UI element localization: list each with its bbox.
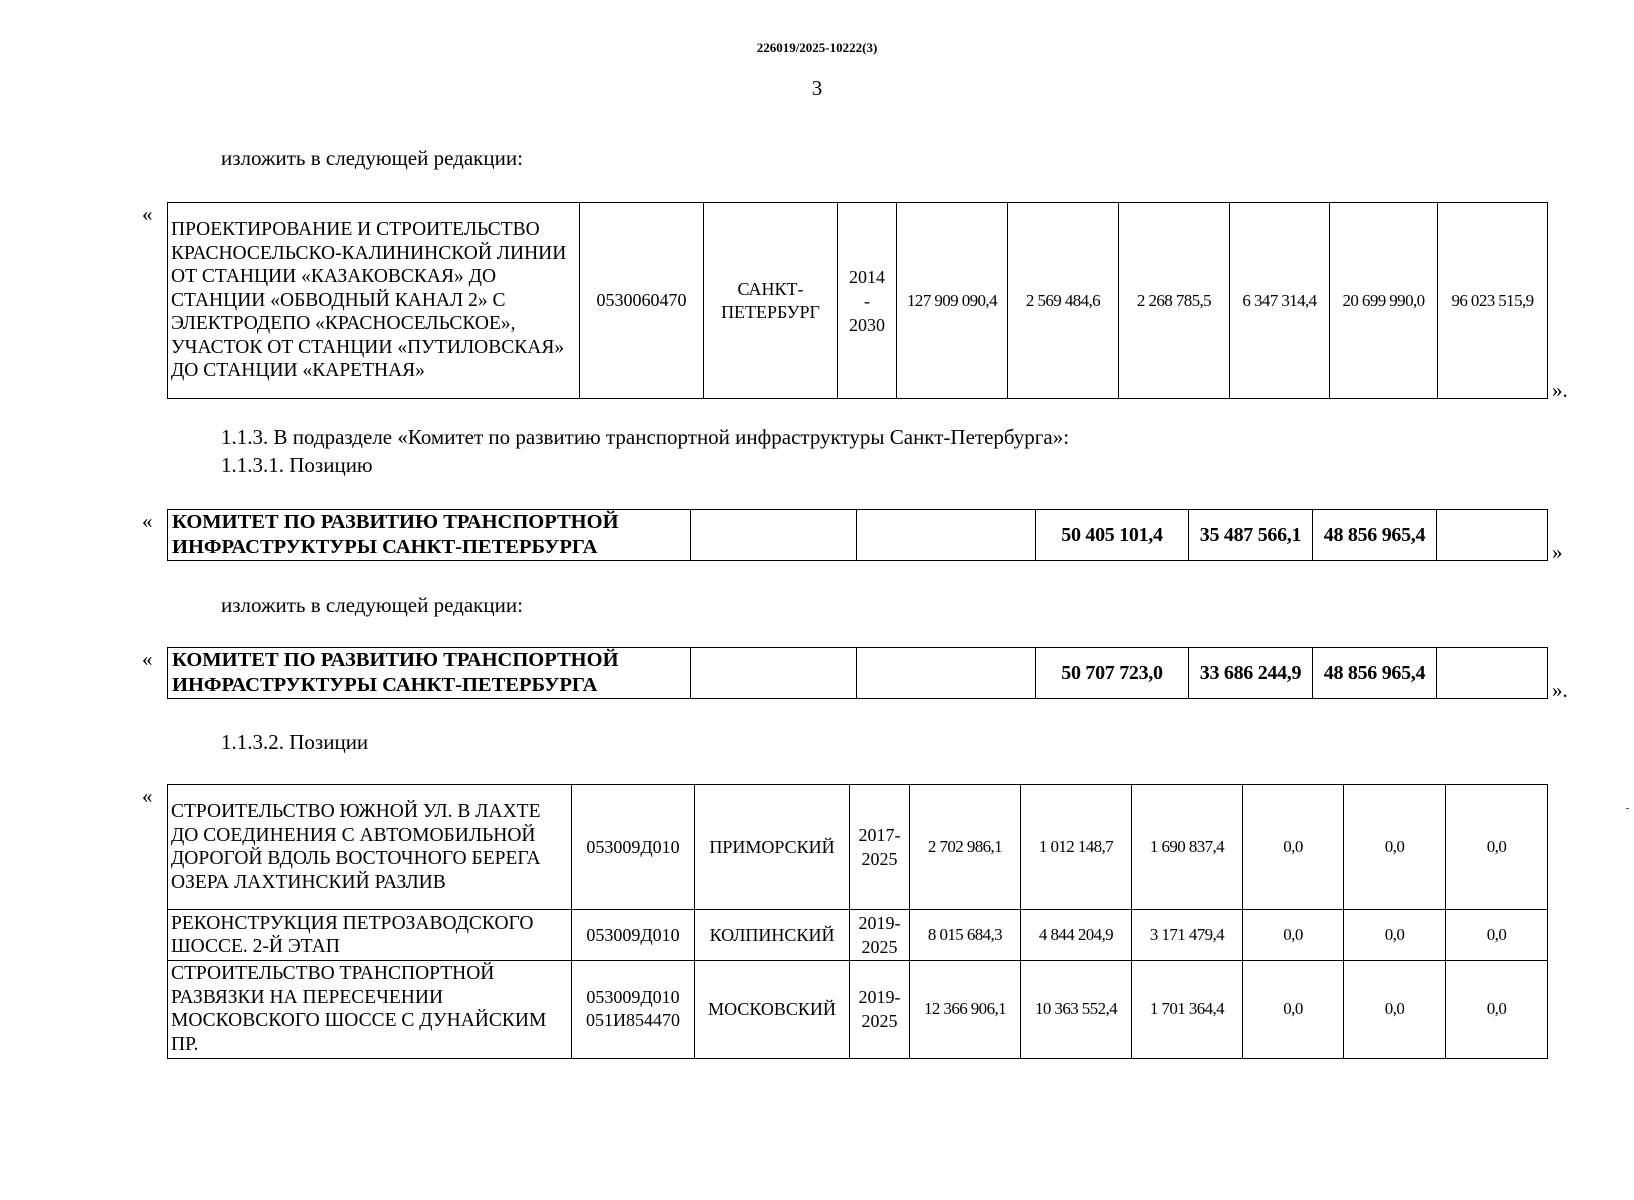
value-cell: 0,0 [1243, 910, 1344, 960]
years-cell [850, 910, 910, 960]
value-cell: 20 699 990,0 [1330, 203, 1438, 399]
empty-cell [691, 510, 857, 561]
empty-cell [1437, 510, 1548, 561]
table-row [168, 648, 1548, 699]
year-start: 2017- [858, 825, 901, 846]
code-cell: 0530060470 [580, 203, 704, 399]
table-row [168, 203, 1548, 399]
open-quote: « [142, 202, 153, 226]
value-cell: 48 856 965,4 [1313, 510, 1437, 561]
table-row [168, 510, 1548, 561]
empty-cell [691, 648, 857, 699]
years-cell [850, 960, 910, 1058]
table-row [168, 910, 1548, 960]
open-quote: « [142, 784, 153, 808]
year-start: 2019- [858, 913, 901, 934]
years-cell [838, 203, 897, 399]
project-name-cell: СТРОИТЕЛЬСТВО ЮЖНОЙ УЛ. В ЛАХТЕ ДО СОЕДИНЕНИЯ С АВТОМОБИЛЬНОЙ ДОРОГОЙ ВДОЛЬ ВОСТОЧНОГО БЕРЕГА ОЗЕРА ЛАХТИНСКИЙ РАЗЛИВ [168, 785, 572, 910]
code-cell [572, 960, 695, 1058]
district-cell: КОЛПИНСКИЙ [695, 910, 850, 960]
year-end: 2025 [861, 1011, 898, 1032]
document-number: 226019/2025-10222(3) [756, 40, 878, 55]
metro-project-table [167, 202, 1548, 399]
scan-speck [1626, 808, 1629, 809]
empty-cell [857, 648, 1036, 699]
value-cell: 10 363 552,4 [1021, 960, 1132, 1058]
value-cell: 6 347 314,4 [1230, 203, 1330, 399]
value-cell: 33 686 244,9 [1189, 648, 1313, 699]
close-quote: » [1552, 540, 1563, 564]
code-primary: 053009Д010 [586, 987, 680, 1008]
value-cell: 0,0 [1446, 960, 1548, 1058]
value-cell: 35 487 566,1 [1189, 510, 1313, 561]
years-cell [850, 785, 910, 910]
table-row [168, 960, 1548, 1058]
value-cell: 1 012 148,7 [1021, 785, 1132, 910]
value-cell: 1 701 364,4 [1132, 960, 1243, 1058]
value-cell: 0,0 [1344, 910, 1446, 960]
value-cell: 2 569 484,6 [1008, 203, 1119, 399]
project-name-cell: СТРОИТЕЛЬСТВО ТРАНСПОРТНОЙ РАЗВЯЗКИ НА ПЕРЕСЕЧЕНИИ МОСКОВСКОГО ШОССЕ С ДУНАЙСКИМ ПР. [168, 960, 572, 1058]
paragraph-edit-instruction: изложить в следующей редакции: [221, 146, 523, 170]
value-cell: 1 690 837,4 [1132, 785, 1243, 910]
year-start: 2019- [858, 987, 901, 1008]
code-cell: 053009Д010 [572, 785, 695, 910]
value-cell: 50 707 723,0 [1036, 648, 1189, 699]
open-quote: « [142, 647, 153, 671]
year-dash: - [864, 290, 870, 311]
committee-old-table [167, 509, 1548, 561]
value-cell: 0,0 [1344, 785, 1446, 910]
close-quote: ». [1552, 378, 1568, 402]
year-end: 2025 [861, 937, 898, 958]
value-cell: 127 909 090,4 [897, 203, 1008, 399]
close-quote: ». [1552, 678, 1568, 702]
code-cell: 053009Д010 [572, 910, 695, 960]
value-cell: 0,0 [1446, 785, 1548, 910]
paragraph-1-1-3: 1.1.3. В подразделе «Комитет по развитию транспортной инфраструктуры Санкт-Петербурга»: [221, 425, 1070, 449]
value-cell: 4 844 204,9 [1021, 910, 1132, 960]
open-quote: « [142, 509, 153, 533]
paragraph-1-1-3-2: 1.1.3.2. Позиции [221, 730, 369, 754]
code-secondary: 051И854470 [586, 1010, 680, 1031]
empty-cell [857, 510, 1036, 561]
value-cell: 0,0 [1446, 910, 1548, 960]
value-cell: 50 405 101,4 [1036, 510, 1189, 561]
value-cell: 3 171 479,4 [1132, 910, 1243, 960]
value-cell: 0,0 [1243, 960, 1344, 1058]
district-cell: МОСКОВСКИЙ [695, 960, 850, 1058]
year-end: 2030 [849, 314, 885, 335]
district-cell: САНКТ-ПЕТЕРБУРГ [704, 203, 838, 399]
paragraph-1-1-3-1: 1.1.3.1. Позицию [221, 453, 373, 477]
value-cell: 2 268 785,5 [1119, 203, 1230, 399]
year-end: 2025 [861, 849, 898, 870]
committee-new-table [167, 647, 1548, 699]
value-cell: 12 366 906,1 [910, 960, 1021, 1058]
district-cell: ПРИМОРСКИЙ [695, 785, 850, 910]
page-number: 3 [811, 76, 823, 100]
value-cell: 2 702 986,1 [910, 785, 1021, 910]
committee-name-cell: КОМИТЕТ ПО РАЗВИТИЮ ТРАНСПОРТНОЙ ИНФРАСТРУКТУРЫ САНКТ-ПЕТЕРБУРГА [168, 648, 691, 699]
committee-name-cell: КОМИТЕТ ПО РАЗВИТИЮ ТРАНСПОРТНОЙ ИНФРАСТРУКТУРЫ САНКТ-ПЕТЕРБУРГА [168, 510, 691, 561]
roads-table [167, 784, 1548, 1059]
value-cell: 96 023 515,9 [1438, 203, 1548, 399]
value-cell: 8 015 684,3 [910, 910, 1021, 960]
value-cell: 0,0 [1243, 785, 1344, 910]
paragraph-edit-instruction: изложить в следующей редакции: [221, 593, 523, 617]
empty-cell [1437, 648, 1548, 699]
year-start: 2014 [849, 266, 885, 287]
project-name-cell: ПРОЕКТИРОВАНИЕ И СТРОИТЕЛЬСТВО КРАСНОСЕЛЬСКО-КАЛИНИНСКОЙ ЛИНИИ ОТ СТАНЦИИ «КАЗАКОВСКАЯ» ДО СТАНЦИИ «ОБВОДНЫЙ КАНАЛ 2» С ЭЛЕКТРОДЕПО «КРАСНОСЕЛЬСКОЕ», УЧАСТОК ОТ СТАНЦИИ «ПУТИЛОВСКАЯ» ДО СТАНЦИИ «КАРЕТНАЯ» [168, 203, 580, 399]
table-row [168, 785, 1548, 910]
value-cell: 0,0 [1344, 960, 1446, 1058]
project-name-cell: РЕКОНСТРУКЦИЯ ПЕТРОЗАВОДСКОГО ШОССЕ. 2-Й ЭТАП [168, 910, 572, 960]
value-cell: 48 856 965,4 [1313, 648, 1437, 699]
